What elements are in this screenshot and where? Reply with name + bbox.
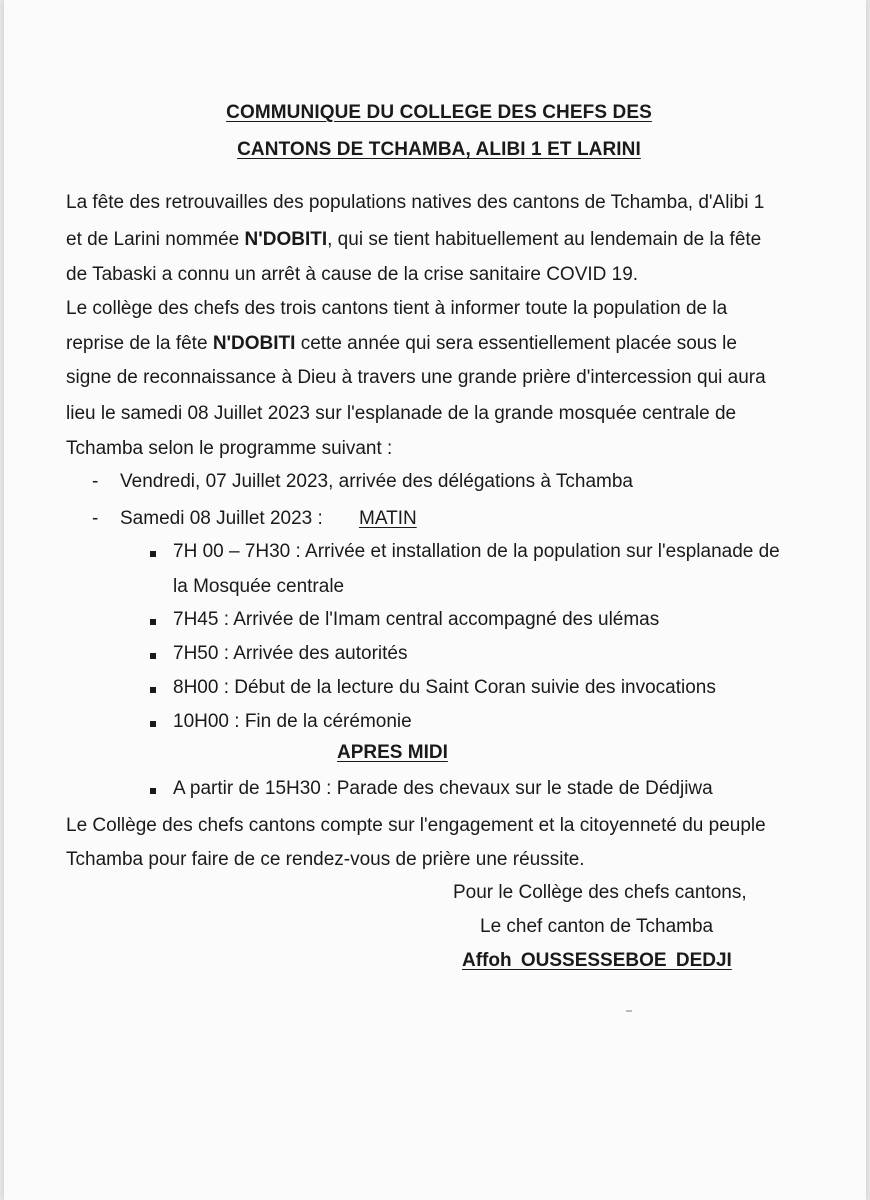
program-saturday: Samedi 08 Juillet 2023 : bbox=[120, 508, 323, 529]
afternoon-item: A partir de 15H30 : Parade des chevaux sur le stade de Dédjiwa bbox=[173, 778, 713, 799]
afternoon-heading: APRES MIDI bbox=[337, 742, 448, 763]
document-page bbox=[4, 0, 866, 1200]
para1-line3: de Tabaski a connu un arrêt à cause de la crise sanitaire COVID 19. bbox=[66, 264, 639, 285]
document-title-line1: COMMUNIQUE DU COLLEGE DES CHEFS DES bbox=[226, 102, 652, 123]
square-bullet-icon bbox=[150, 687, 156, 693]
festival-name: N'DOBITI bbox=[244, 229, 328, 250]
closing-line2: Tchamba pour faire de ce rendez-vous de prière une réussite. bbox=[66, 849, 585, 870]
para2-line1: Le collège des chefs des trois cantons tient à informer toute la population de la bbox=[66, 298, 728, 319]
square-bullet-icon bbox=[150, 619, 156, 625]
morning-heading: MATIN bbox=[359, 508, 417, 529]
para1-line2-start: et de Larini nommée bbox=[66, 229, 245, 250]
para1-line2-end: , qui se tient habituellement au lendemain de la fête bbox=[327, 229, 762, 250]
morning-item-continuation: la Mosquée centrale bbox=[173, 576, 345, 597]
para2-line2-end: cette année qui sera essentiellement placée sous le bbox=[295, 333, 737, 354]
signature-line2: Le chef canton de Tchamba bbox=[480, 916, 714, 937]
para2-line3: signe de reconnaissance à Dieu à travers une grande prière d'intercession qui aura bbox=[66, 367, 766, 388]
square-bullet-icon bbox=[150, 551, 156, 557]
para1-line2 bbox=[66, 229, 761, 251]
square-bullet-icon bbox=[150, 788, 156, 794]
para1-line1: La fête des retrouvailles des populations natives des cantons de Tchamba, d'Alibi 1 bbox=[66, 192, 765, 213]
festival-name: N'DOBITI bbox=[212, 333, 296, 354]
para2-line5: Tchamba selon le programme suivant : bbox=[66, 438, 393, 459]
para2-line4: lieu le samedi 08 Juillet 2023 sur l'esplanade de la grande mosquée centrale de bbox=[66, 403, 737, 424]
dash-bullet: - bbox=[92, 508, 99, 529]
square-bullet-icon bbox=[150, 721, 156, 727]
scan-speck bbox=[626, 1010, 632, 1012]
para2-line2-start: reprise de la fête bbox=[66, 333, 213, 354]
morning-item: 7H 00 – 7H30 : Arrivée et installation de la population sur l'esplanade de bbox=[173, 541, 780, 562]
program-friday: Vendredi, 07 Juillet 2023, arrivée des délégations à Tchamba bbox=[120, 471, 633, 492]
signature-line1: Pour le Collège des chefs cantons, bbox=[453, 882, 747, 903]
morning-item: 7H45 : Arrivée de l'Imam central accompagné des ulémas bbox=[173, 609, 660, 630]
square-bullet-icon bbox=[150, 653, 156, 659]
para2-line2 bbox=[66, 333, 737, 355]
closing-line1: Le Collège des chefs cantons compte sur l'engagement et la citoyenneté du peuple bbox=[66, 815, 766, 836]
document-title-line2: CANTONS DE TCHAMBA, ALIBI 1 ET LARINI bbox=[237, 139, 641, 160]
morning-item: 10H00 : Fin de la cérémonie bbox=[173, 711, 412, 732]
morning-item: 8H00 : Début de la lecture du Saint Coran suivie des invocations bbox=[173, 677, 716, 698]
dash-bullet: - bbox=[92, 471, 99, 492]
signature-name: Affoh OUSSESSEBOE DEDJI bbox=[462, 950, 732, 971]
morning-item: 7H50 : Arrivée des autorités bbox=[173, 643, 408, 664]
